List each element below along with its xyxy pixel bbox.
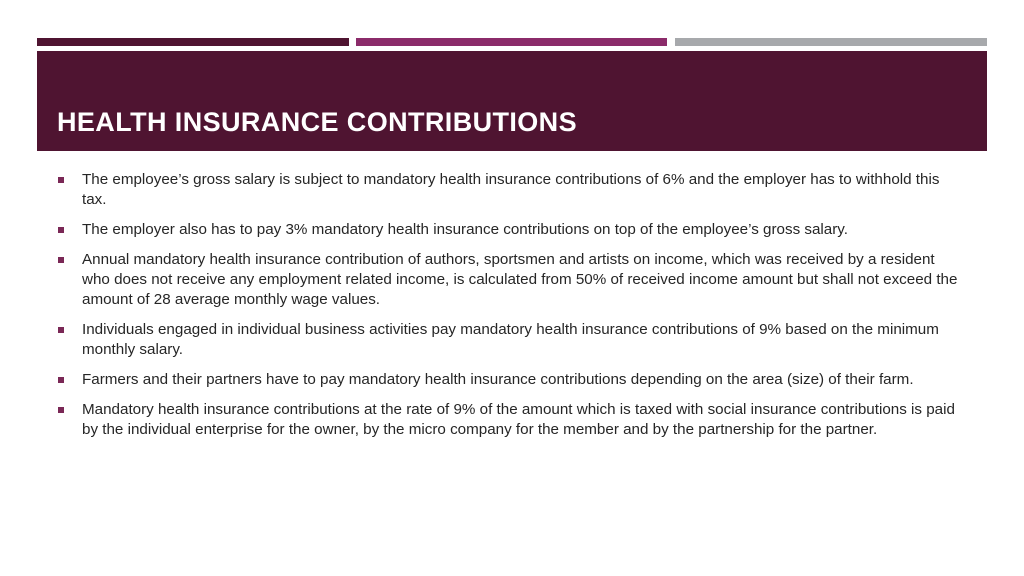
top-stripe-gray	[675, 38, 987, 46]
bullet-list	[55, 170, 965, 450]
bullet-item	[55, 220, 965, 240]
square-bullet-icon	[58, 327, 64, 333]
top-stripe-dark	[37, 38, 349, 46]
bullet-text: The employee’s gross salary is subject to mandatory health insurance contributions of 6% and the employer has to withhold this tax.	[82, 171, 940, 208]
bullet-item	[55, 370, 965, 390]
square-bullet-icon	[58, 377, 64, 383]
bullet-item	[55, 170, 965, 210]
square-bullet-icon	[58, 407, 64, 413]
bullet-text: Individuals engaged in individual business activities pay mandatory health insurance contributions of 9% based on the minimum monthly salary.	[82, 321, 939, 358]
bullet-text: Mandatory health insurance contributions at the rate of 9% of the amount which is taxed with social insurance contributions is paid by the individual enterprise for the owner, by the micro company for the member and by the partnership for the partner.	[82, 401, 955, 438]
bullet-text: Farmers and their partners have to pay mandatory health insurance contributions depending on the area (size) of their farm.	[82, 371, 914, 388]
slide-title: HEALTH INSURANCE CONTRIBUTIONS	[57, 107, 577, 137]
square-bullet-icon	[58, 227, 64, 233]
square-bullet-icon	[58, 177, 64, 183]
title-band	[37, 51, 987, 151]
square-bullet-icon	[58, 257, 64, 263]
bullet-text: Annual mandatory health insurance contribution of authors, sportsmen and artists on income, which was received by a resident who does not receive any employment related income, is calculated from 50% of received income amount but shall not exceed the amount of 28 average monthly wage values.	[82, 251, 958, 308]
bullet-text: The employer also has to pay 3% mandatory health insurance contributions on top of the employee’s gross salary.	[82, 221, 848, 238]
bullet-item	[55, 320, 965, 360]
bullet-item	[55, 400, 965, 440]
bullet-item	[55, 250, 965, 310]
top-stripe-accent	[356, 38, 667, 46]
